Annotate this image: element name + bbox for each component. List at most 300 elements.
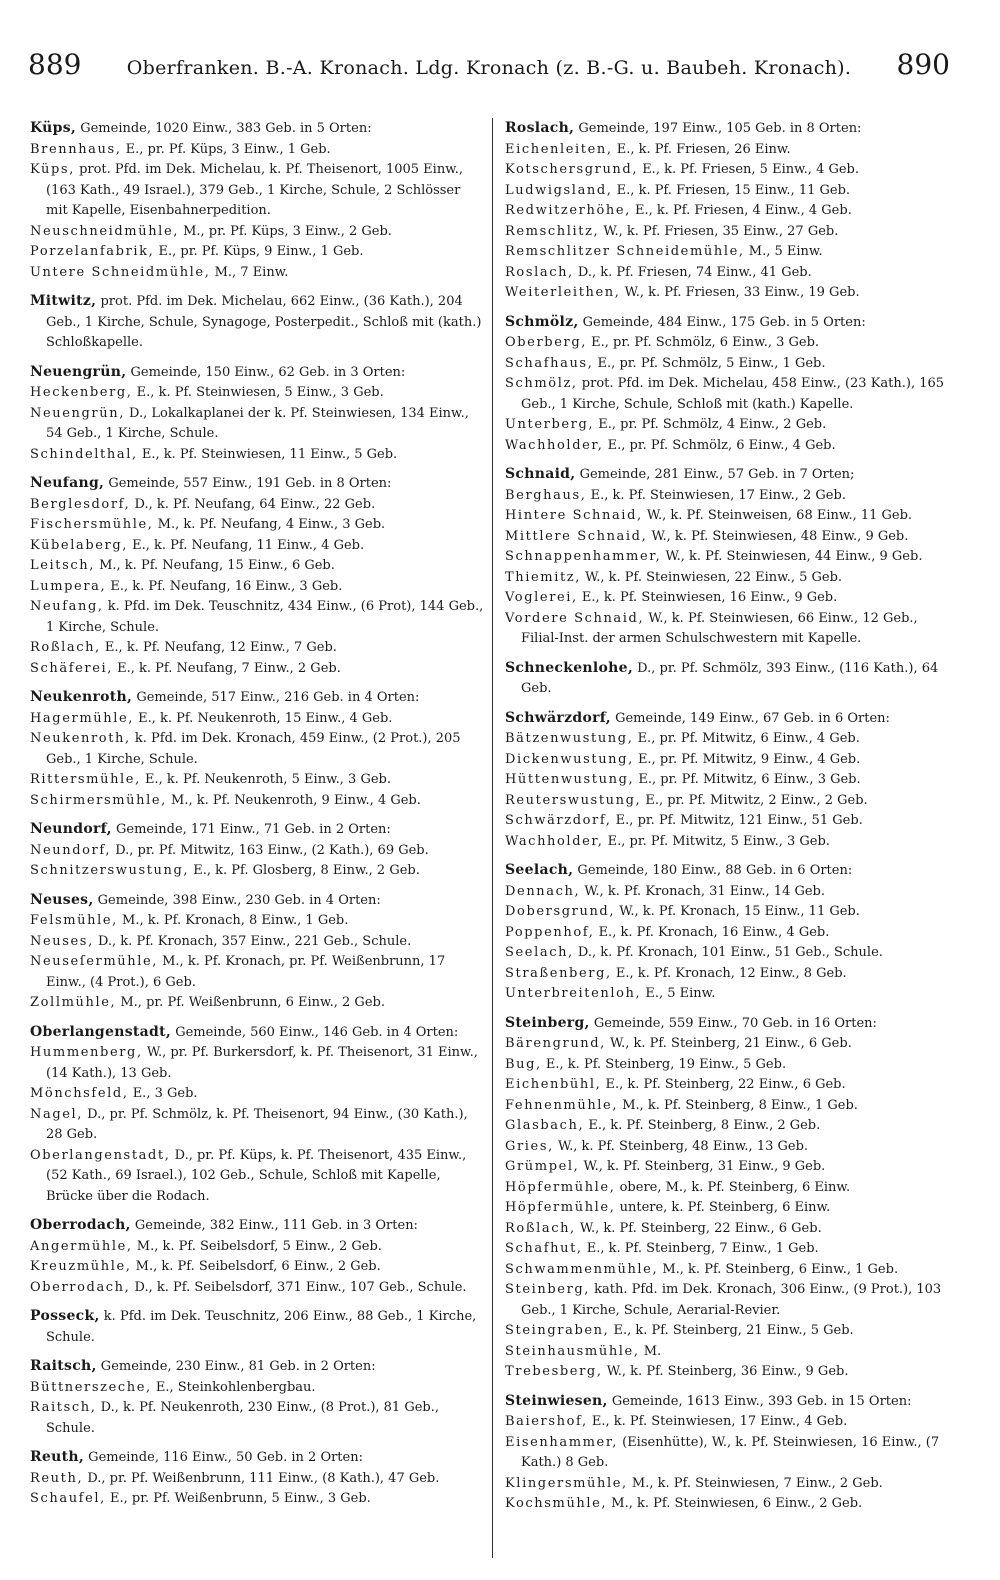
place-name: Hüttenwustung,	[505, 772, 635, 787]
place-name: Kochsmühle,	[505, 1496, 608, 1511]
gazetteer-entry	[505, 1116, 954, 1137]
place-details: M., k. Pf. Steinwiesen, 6 Einw., 2 Geb.	[607, 1496, 863, 1511]
place-details: E., k. Pf. Steinwiesen, 16 Einw., 9 Geb.	[577, 590, 838, 605]
place-details: Gemeinde, 171 Einw., 71 Geb. in 2 Orten:	[111, 822, 391, 837]
gazetteer-entry	[505, 1137, 954, 1158]
place-name: Roslach,	[505, 264, 574, 280]
place-name: Remschlitzer Schneidemühle,	[505, 244, 745, 259]
place-name: Fehnenmühle,	[505, 1097, 619, 1113]
place-name: Fischersmühle,	[30, 517, 154, 532]
place-details: Gemeinde, 517 Einw., 216 Geb. in 4 Orten:	[132, 690, 420, 705]
gazetteer-entry	[505, 160, 954, 181]
place-name: Zollmühle,	[30, 995, 117, 1010]
place-name: Oberlangenstadt,	[30, 1023, 172, 1040]
place-details: D., k. Pf. Seibelsdorf, 371 Einw., 107 Geb., Schule.	[130, 1279, 467, 1295]
place-name: Eichenbühl,	[505, 1077, 602, 1092]
place-name: Raitsch,	[30, 1358, 97, 1374]
place-name: Lumpera,	[30, 578, 107, 594]
gazetteer-entry	[505, 506, 954, 527]
place-name: Hagermühle,	[30, 710, 134, 726]
place-name: Poppenhof,	[505, 924, 595, 940]
place-details: E., k. Pf. Steinberg, 21 Einw., 5 Geb.	[609, 1323, 854, 1338]
place-details: D., k. Pf. Kronach, 101 Einw., 51 Geb., Schule.	[573, 945, 883, 960]
place-details: E., Steinkohlenbergbau.	[151, 1379, 316, 1395]
place-details: Gemeinde, 150 Einw., 62 Geb. in 3 Orten:	[126, 364, 406, 380]
place-details: prot. Pfd. im Dek. Michelau, 458 Einw., (23 Kath.), 165 Geb., 1 Kirche, Schule, Schloß mit (kath.) Kapelle.	[521, 376, 945, 412]
gazetteer-heading-entry	[30, 890, 484, 912]
gazetteer-heading-entry	[30, 1356, 484, 1378]
place-name: Steinhausmühle,	[505, 1343, 640, 1359]
place-name: Roßlach,	[505, 1220, 576, 1236]
gazetteer-entry	[505, 1433, 954, 1474]
place-name: Steinwiesen,	[505, 1392, 608, 1409]
place-name: Vordere Schnaid,	[505, 610, 645, 626]
gazetteer-entry	[505, 283, 954, 304]
place-details: E., pr. Pf. Schmölz, 5 Einw., 1 Geb.	[593, 355, 826, 371]
place-name: Klingersmühle,	[505, 1475, 628, 1491]
place-details: E., pr. Pf. Küps, 9 Einw., 1 Geb.	[154, 244, 364, 259]
place-name: Kotschersgrund,	[505, 162, 639, 177]
gazetteer-heading-entry	[30, 687, 484, 709]
gazetteer-entry	[505, 436, 954, 457]
gazetteer-entry	[30, 638, 484, 659]
gazetteer-entry	[30, 770, 484, 791]
gazetteer-heading-entry	[30, 819, 484, 841]
place-name: Roslach,	[505, 120, 575, 136]
place-details: Gemeinde, 116 Einw., 50 Geb. in 2 Orten:	[84, 1450, 363, 1465]
gazetteer-entry	[505, 964, 954, 985]
place-name: Bärengrund,	[505, 1036, 606, 1051]
gazetteer-entry	[505, 609, 954, 650]
place-details: M., k. Pf. Seibelsdorf, 6 Einw., 2 Geb.	[131, 1259, 381, 1274]
place-details: E., pr. Pf. Mitwitz, 9 Einw., 4 Geb.	[633, 751, 861, 767]
place-details: E., k. Pf. Neufang, 12 Einw., 7 Geb.	[100, 640, 337, 655]
place-name: Heckenberg,	[30, 385, 133, 400]
gazetteer-heading-entry	[30, 362, 484, 384]
place-name: Bätzenwustung,	[505, 731, 634, 746]
gazetteer-heading-entry	[505, 1391, 954, 1413]
place-details: Gemeinde, 559 Einw., 70 Geb. in 16 Orten:	[589, 1015, 877, 1031]
place-name: Schafhaus,	[505, 355, 594, 371]
place-details: Gemeinde, 557 Einw., 191 Geb. in 8 Orten:	[104, 476, 392, 491]
gazetteer-entry	[505, 1096, 954, 1117]
place-name: Schnitzerswustung,	[30, 863, 190, 878]
place-details: Gemeinde, 382 Einw., 111 Geb. in 3 Orten:	[130, 1218, 418, 1233]
gazetteer-entry	[505, 547, 954, 568]
place-details: M., k. Pf. Steinwiesen, 7 Einw., 2 Geb.	[627, 1475, 883, 1491]
place-name: Berglesdorf,	[30, 496, 131, 512]
gazetteer-heading-entry	[505, 118, 954, 140]
gazetteer-entry	[505, 943, 954, 964]
place-details: M., k. Pf. Steinberg, 6 Einw., 1 Geb.	[658, 1261, 899, 1277]
place-name: Weiterleithen,	[505, 285, 621, 300]
place-name: Trebesberg,	[505, 1364, 603, 1379]
place-details: M., k. Pf. Neukenroth, 9 Einw., 4 Geb.	[166, 792, 421, 808]
left-column	[30, 118, 492, 1558]
place-details: Gemeinde, 484 Einw., 175 Geb. in 5 Orten:	[578, 314, 866, 330]
right-column	[492, 118, 954, 1558]
place-name: Roßlach,	[30, 640, 101, 655]
place-name: Schmölz,	[505, 313, 579, 330]
place-details: E., k. Pf. Steinberg, 7 Einw., 1 Geb.	[582, 1241, 819, 1256]
place-details: W., k. Pf. Steinberg, 22 Einw., 6 Geb.	[575, 1220, 822, 1236]
gazetteer-entry	[505, 1219, 954, 1240]
gazetteer-entry	[30, 1398, 484, 1439]
place-details: Gemeinde, 398 Einw., 230 Geb. in 4 Orten:	[93, 892, 381, 908]
place-details: D., pr. Pf. Schmölz, k. Pf. Theisenort, 94 Einw., (30 Kath.), 28 Geb.	[46, 1106, 468, 1142]
place-name: Wachholder,	[505, 437, 604, 453]
place-details: W., k. Pf. Kronach, 31 Einw., 14 Geb.	[580, 883, 826, 899]
place-details: E., k. Pf. Kronach, 12 Einw., 8 Geb.	[611, 965, 847, 981]
gazetteer-entry	[30, 1257, 484, 1278]
place-details: W., k. Pf. Steinwiesen, 48 Einw., 9 Geb.	[647, 528, 909, 544]
gazetteer-entry	[505, 1157, 954, 1178]
gazetteer-entry	[30, 861, 484, 882]
gazetteer-heading-entry	[505, 464, 954, 486]
place-name: Hummenberg,	[30, 1045, 143, 1060]
gazetteer-entry	[30, 383, 484, 404]
place-details: (Eisenhütte), W., k. Pf. Steinwiesen, 16 Einw., (7 Kath.) 8 Geb.	[521, 1434, 940, 1470]
place-details: W., k. Pf. Steinberg, 36 Einw., 9 Geb.	[602, 1364, 849, 1379]
gazetteer-entry	[505, 1321, 954, 1342]
place-details: E., pr. Pf. Mitwitz, 121 Einw., 51 Geb.	[611, 813, 863, 828]
place-name: Steingraben,	[505, 1323, 610, 1338]
place-details: E., pr. Pf. Mitwitz, 5 Einw., 3 Geb.	[603, 833, 830, 849]
place-name: Küps,	[30, 120, 77, 136]
gazetteer-entry	[30, 515, 484, 536]
place-details: E., pr. Pf. Mitwitz, 6 Einw., 4 Geb.	[633, 731, 860, 746]
place-details: E., k. Pf. Neufang, 7 Einw., 2 Geb.	[113, 660, 341, 676]
place-details: W., k. Pf. Steinwiesen, 66 Einw., 12 Geb., Filial-Inst. der armen Schulschwestern mit Kapelle.	[521, 610, 918, 646]
place-details: W., k. Pf. Steinberg, 48 Einw., 13 Geb.	[553, 1138, 809, 1154]
gazetteer-entry	[505, 1055, 954, 1076]
place-name: Remschlitz,	[505, 223, 600, 239]
place-name: Eichenleiten,	[505, 141, 613, 157]
place-name: Eisenhammer,	[505, 1434, 618, 1450]
gazetteer-entry	[30, 577, 484, 598]
gazetteer-entry	[505, 750, 954, 771]
place-name: Schmölz,	[505, 376, 578, 391]
place-name: Oberlangenstadt,	[30, 1147, 171, 1163]
place-name: Raitsch,	[30, 1400, 97, 1415]
gazetteer-entry	[30, 597, 484, 638]
place-name: Büttnerszeche,	[30, 1379, 152, 1395]
place-details: M., k. Pf. Kronach, 8 Einw., 1 Geb.	[117, 913, 349, 928]
place-details: E., k. Pf. Friesen, 5 Einw., 4 Geb.	[638, 162, 860, 177]
gazetteer-entry	[505, 791, 954, 812]
place-name: Dennach,	[505, 883, 581, 899]
gazetteer-entry	[505, 1260, 954, 1281]
place-name: Mitwitz,	[30, 293, 97, 309]
place-name: Wachholder,	[505, 833, 604, 849]
gazetteer-entry	[505, 770, 954, 791]
place-name: Glasbach,	[505, 1118, 585, 1133]
place-details: E., k. Pf. Friesen, 4 Einw., 4 Geb.	[630, 203, 852, 218]
place-details: M., k. Pf. Seibelsdorf, 5 Einw., 2 Geb.	[132, 1238, 382, 1254]
place-name: Dickenwustung,	[505, 751, 634, 767]
place-details: W., k. Pf. Friesen, 33 Einw., 19 Geb.	[620, 285, 860, 300]
place-name: Dobersgrund,	[505, 904, 616, 919]
place-name: Höpfermühle,	[505, 1179, 616, 1195]
gazetteer-entry	[30, 1469, 484, 1490]
place-details: E., k. Pf. Friesen, 15 Einw., 11 Geb.	[612, 182, 851, 198]
place-name: Straßenberg,	[505, 965, 612, 981]
gazetteer-entry	[505, 415, 954, 436]
place-name: Schwärzdorf,	[505, 709, 611, 726]
place-details: D., k. Pf. Neukenroth, 230 Einw., (8 Prot.), 81 Geb., Schule.	[46, 1400, 440, 1436]
gazetteer-entry	[30, 993, 484, 1014]
gazetteer-entry	[505, 333, 954, 354]
gazetteer-entry	[30, 445, 484, 466]
gazetteer-entry	[505, 811, 954, 832]
place-name: Oberrodach,	[30, 1279, 131, 1295]
place-details: Gemeinde, 230 Einw., 81 Geb. in 2 Orten:	[96, 1359, 376, 1374]
place-name: Steinberg,	[505, 1282, 591, 1297]
place-name: Neuengrün,	[30, 363, 127, 380]
place-details: E., k. Pf. Steinwiesen, 11 Einw., 5 Geb.	[137, 446, 398, 462]
place-name: Mönchsfeld,	[30, 1086, 129, 1101]
place-name: Kübelaberg,	[30, 537, 129, 553]
place-name: Schindelthal,	[30, 446, 138, 462]
gazetteer-entry	[30, 140, 484, 161]
place-name: Neundorf,	[30, 842, 112, 858]
place-details: D., k. Pf. Kronach, 357 Einw., 221 Geb., Schule.	[93, 933, 412, 949]
place-name: Angermühle,	[30, 1238, 133, 1254]
place-details: W., k. Pf. Steinwiesen, 44 Einw., 9 Geb.	[661, 549, 923, 564]
place-details: Gemeinde, 1020 Einw., 383 Geb. in 5 Orten:	[76, 121, 372, 136]
place-name: Neuschneidmühle,	[30, 223, 179, 239]
gazetteer-heading-entry	[505, 312, 954, 334]
gazetteer-entry	[505, 374, 954, 415]
gazetteer-entry	[505, 984, 954, 1005]
gazetteer-entry	[505, 140, 954, 161]
gazetteer-heading-entry	[30, 118, 484, 140]
place-details: Gemeinde, 1613 Einw., 393 Geb. in 15 Orten:	[607, 1393, 912, 1409]
gazetteer-entry	[505, 1494, 954, 1515]
place-name: Porzelanfabrik,	[30, 244, 155, 259]
place-name: Rittersmühle,	[30, 772, 141, 787]
place-name: Bug,	[505, 1056, 542, 1072]
place-name: Schnappenhammer,	[505, 549, 662, 564]
place-details: W., k. Pf. Kronach, 15 Einw., 11 Geb.	[615, 904, 860, 919]
gazetteer-entry	[30, 495, 484, 516]
place-name: Neuses,	[30, 933, 94, 949]
place-name: Unterberg,	[505, 417, 595, 432]
place-name: Redwitzerhöhe,	[505, 203, 631, 218]
running-title: Oberfranken. B.-A. Kronach. Ldg. Kronach (z. B.-G. u. Baubeh. Kronach).	[126, 57, 852, 79]
gazetteer-entry	[30, 242, 484, 263]
gazetteer-entry	[30, 952, 484, 993]
place-details: M., pr. Pf. Küps, 3 Einw., 2 Geb.	[178, 223, 392, 239]
place-details: E., k. Pf. Neukenroth, 5 Einw., 3 Geb.	[140, 772, 391, 787]
place-name: Leitsch,	[30, 558, 95, 573]
place-details: E., k. Pf. Neufang, 16 Einw., 3 Geb.	[106, 578, 343, 594]
place-name: Reuth,	[30, 1470, 84, 1486]
gazetteer-entry	[505, 923, 954, 944]
place-details: M.	[639, 1343, 662, 1359]
place-details: E., k. Pf. Steinwiesen, 5 Einw., 3 Geb.	[132, 385, 384, 400]
place-name: Unterbreitenloh,	[505, 986, 642, 1001]
place-details: Gemeinde, 180 Einw., 88 Geb. in 6 Orten:	[573, 863, 853, 878]
place-details: W., pr. Pf. Burkersdorf, k. Pf. Theisenort, 31 Einw., (14 Kath.), 13 Geb.	[46, 1045, 478, 1081]
gazetteer-heading-entry	[30, 1447, 484, 1469]
place-name: Schneckenlohe,	[505, 659, 634, 676]
place-name: Untere Schneidmühle,	[30, 264, 211, 280]
gazetteer-entry	[30, 536, 484, 557]
page-number-right: 890	[896, 48, 950, 81]
place-details: prot. Pfd. im Dek. Michelau, 662 Einw., (36 Kath.), 204 Geb., 1 Kirche, Schule, Synagoge, Posterpedit., Schloß mit (kath.) Schloßkapelle.	[46, 294, 482, 350]
place-details: E., k. Pf. Neukenroth, 15 Einw., 4 Geb.	[133, 710, 393, 726]
gazetteer-entry	[30, 1278, 484, 1299]
place-name: Neukenroth,	[30, 689, 133, 705]
place-details: W., k. Pf. Steinwiesen, 22 Einw., 5 Geb.	[581, 569, 843, 585]
place-details: E., k. Pf. Steinberg, 19 Einw., 5 Geb.	[541, 1056, 787, 1072]
gazetteer-entry	[505, 882, 954, 903]
gazetteer-entry	[30, 1105, 484, 1146]
place-details: W., k. Pf. Steinberg, 31 Einw., 9 Geb.	[579, 1159, 826, 1174]
gazetteer-entry	[30, 1378, 484, 1399]
gazetteer-entry	[505, 1178, 954, 1199]
columns	[30, 118, 955, 1558]
gazetteer-entry	[30, 659, 484, 680]
gazetteer-entry	[505, 527, 954, 548]
place-details: prot. Pfd. im Dek. Michelau, k. Pf. Theisenort, 1005 Einw., (163 Kath., 49 Israel.), 379 Geb., 1 Kirche, Schule, 2 Schlösser mit Kapelle, Eisenbahnerpedition.	[46, 162, 464, 218]
place-details: E., k. Pf. Steinberg, 22 Einw., 6 Geb.	[601, 1077, 846, 1092]
place-name: Neuengrün,	[30, 405, 125, 421]
gazetteer-heading-entry	[30, 1306, 484, 1348]
place-name: Schäferei,	[30, 660, 114, 676]
place-details: W., k. Pf. Steinberg, 21 Einw., 6 Geb.	[605, 1036, 852, 1051]
place-details: D., k. Pf. Neufang, 64 Einw., 22 Geb.	[130, 496, 376, 512]
gazetteer-heading-entry	[505, 1013, 954, 1035]
place-details: E., k. Pf. Steinberg, 8 Einw., 2 Geb.	[584, 1118, 821, 1133]
gazetteer-entry	[505, 729, 954, 750]
place-details: M., k. Pf. Kronach, pr. Pf. Weißenbrunn, 17 Einw., (4 Prot.), 6 Geb.	[46, 954, 446, 990]
place-details: E., k. Pf. Neufang, 11 Einw., 4 Geb.	[128, 537, 365, 553]
gazetteer-entry	[505, 588, 954, 609]
place-name: Hintere Schnaid,	[505, 508, 643, 523]
place-details: E., k. Pf. Glosberg, 8 Einw., 2 Geb.	[189, 863, 420, 878]
gazetteer-entry	[30, 1084, 484, 1105]
place-details: k. Pfd. im Dek. Kronach, 459 Einw., (2 Prot.), 205 Geb., 1 Kirche, Schule.	[46, 731, 461, 767]
page-header	[28, 48, 950, 92]
gazetteer-entry	[505, 242, 954, 263]
gazetteer-entry	[30, 791, 484, 812]
place-details: D., pr. Pf. Küps, k. Pf. Theisenort, 435 Einw., (52 Kath., 69 Israel.), 102 Geb., Schule, Schloß mit Kapelle, Brücke über die Rodach.	[46, 1147, 467, 1204]
gazetteer-heading-entry	[505, 658, 954, 700]
page-number-left: 889	[28, 48, 82, 81]
place-details: Gemeinde, 197 Einw., 105 Geb. in 8 Orten:	[574, 121, 862, 136]
place-details: E., k. Pf. Steinwiesen, 17 Einw., 2 Geb.	[586, 487, 846, 503]
gazetteer-entry	[30, 911, 484, 932]
gazetteer-entry	[30, 709, 484, 730]
gazetteer-entry	[505, 201, 954, 222]
gazetteer-entry	[30, 222, 484, 243]
gazetteer-entry	[505, 181, 954, 202]
place-name: Neufang,	[30, 475, 105, 491]
place-details: D., pr. Pf. Weißenbrunn, 111 Einw., (8 Kath.), 47 Geb.	[83, 1470, 440, 1486]
place-details: E., pr. Pf. Küps, 3 Einw., 1 Geb.	[121, 141, 331, 157]
place-details: E., k. Pf. Steinwiesen, 17 Einw., 4 Geb.	[587, 1414, 848, 1429]
place-name: Thiemitz,	[505, 569, 581, 585]
place-details: Gemeinde, 560 Einw., 146 Geb. in 4 Orten:	[171, 1024, 459, 1040]
gazetteer-entry	[30, 263, 484, 284]
gazetteer-entry	[505, 568, 954, 589]
place-name: Brennhaus,	[30, 141, 122, 157]
gazetteer-entry	[505, 1198, 954, 1219]
place-details: E., pr. Pf. Schmölz, 6 Einw., 4 Geb.	[603, 437, 836, 453]
gazetteer-entry	[505, 1034, 954, 1055]
place-details: k. Pfd. im Dek. Teuschnitz, 434 Einw., (6 Prot), 144 Geb., 1 Kirche, Schule.	[46, 599, 484, 635]
place-name: Höpfermühle,	[505, 1200, 616, 1215]
gazetteer-entry	[30, 1489, 484, 1510]
place-name: Ludwigsland,	[505, 182, 613, 198]
gazetteer-heading-entry	[505, 708, 954, 730]
gazetteer-entry	[30, 1043, 484, 1084]
gazetteer-entry	[505, 486, 954, 507]
gazetteer-entry	[30, 404, 484, 445]
place-name: Nagel,	[30, 1106, 84, 1122]
gazetteer-entry	[30, 841, 484, 862]
gazetteer-entry	[505, 1075, 954, 1096]
place-details: kath. Pfd. im Dek. Kronach, 306 Einw., (9 Prot.), 103 Geb., 1 Kirche, Schule, Aerarial-Revier.	[521, 1282, 942, 1318]
gazetteer-entry	[505, 1280, 954, 1321]
gazetteer-entry	[30, 556, 484, 577]
place-name: Neundorf,	[30, 821, 112, 837]
gazetteer-entry	[505, 1474, 954, 1495]
place-name: Schirmersmühle,	[30, 792, 167, 808]
place-name: Seelach,	[505, 945, 574, 960]
place-details: Gemeinde, 281 Einw., 57 Geb. in 7 Orten;	[575, 467, 855, 482]
place-name: Schwammenmühle,	[505, 1261, 659, 1277]
place-details: M., k. Pf. Neufang, 4 Einw., 3 Geb.	[153, 517, 386, 532]
place-details: k. Pfd. im Dek. Teuschnitz, 206 Einw., 88 Geb., 1 Kirche, Schule.	[46, 1309, 477, 1345]
place-details: E., 3 Geb.	[128, 1086, 198, 1101]
place-name: Oberberg,	[505, 335, 587, 350]
place-name: Schaufel,	[30, 1491, 106, 1506]
place-details: W., k. Pf. Steinweisen, 68 Einw., 11 Geb.	[642, 508, 913, 523]
place-details: D., pr. Pf. Mitwitz, 163 Einw., (2 Kath.), 69 Geb.	[111, 842, 429, 858]
place-details: M., pr. Pf. Weißenbrunn, 6 Einw., 2 Geb.	[116, 995, 385, 1010]
gazetteer-heading-entry	[505, 860, 954, 882]
gazetteer-entry	[30, 160, 484, 222]
gazetteer-entry	[505, 902, 954, 923]
place-details: E., pr. Pf. Mitwitz, 6 Einw., 3 Geb.	[634, 772, 861, 787]
place-details: M., 5 Einw.	[744, 244, 823, 259]
place-name: Mittlere Schnaid,	[505, 528, 648, 544]
place-details: M., k. Pf. Steinberg, 8 Einw., 1 Geb.	[618, 1097, 858, 1113]
gazetteer-entry	[30, 729, 484, 770]
gazetteer-entry	[505, 263, 954, 284]
place-name: Voglerei,	[505, 590, 578, 605]
place-name: Neuseſermühle,	[30, 954, 158, 969]
gazetteer-heading-entry	[30, 291, 484, 354]
place-details: E., pr. Pf. Schmölz, 4 Einw., 2 Geb.	[594, 417, 827, 432]
place-details: obere, M., k. Pf. Steinberg, 6 Einw.	[615, 1179, 851, 1195]
gazetteer-heading-entry	[30, 1215, 484, 1237]
gazetteer-entry	[505, 1342, 954, 1363]
place-details: W., k. Pf. Friesen, 35 Einw., 27 Geb.	[599, 223, 839, 239]
gazetteer-entry	[505, 1362, 954, 1383]
place-name: Felsmühle,	[30, 913, 118, 928]
place-name: Neuses,	[30, 891, 94, 908]
place-name: Gries,	[505, 1138, 554, 1154]
gazetteer-entry	[505, 1239, 954, 1260]
place-name: Schafhut,	[505, 1241, 583, 1256]
place-details: E., pr. Pf. Mitwitz, 2 Einw., 2 Geb.	[641, 792, 868, 808]
place-details: E., pr. Pf. Schmölz, 6 Einw., 3 Geb.	[586, 335, 820, 350]
place-details: M., k. Pf. Neufang, 15 Einw., 6 Geb.	[94, 558, 335, 573]
